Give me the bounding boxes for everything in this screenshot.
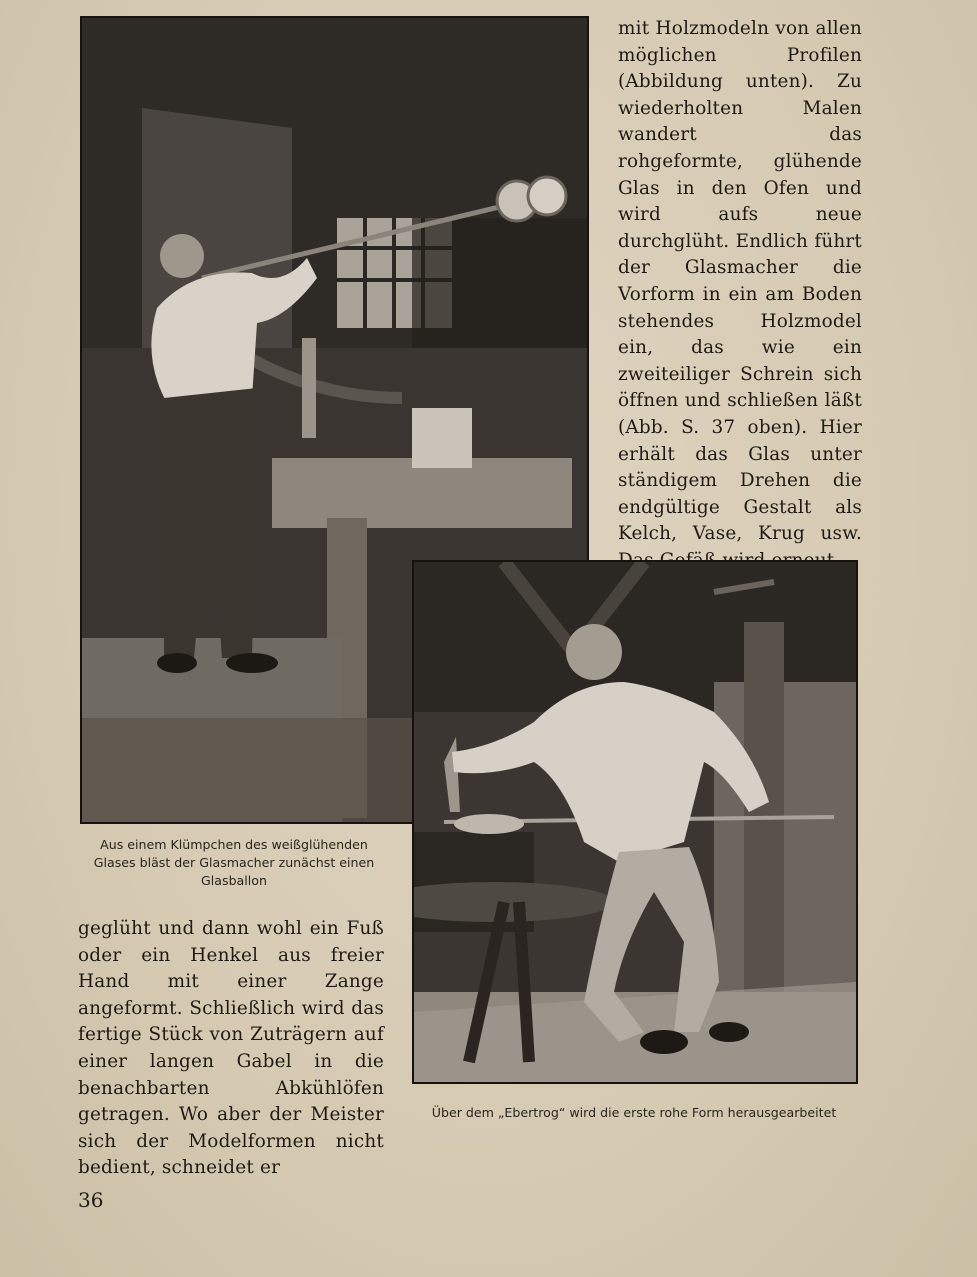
caption-glassblower-blowing: Aus einem Klümpchen des weißglühenden Glases bläst der Glasmacher zunächst einen Glasballon	[93, 837, 375, 888]
page-number: 36	[78, 1188, 104, 1212]
photo-glassblower-ebertrog-image	[414, 562, 856, 1082]
article-paragraph-continued: mit Holzmodeln von allen möglichen Profilen (Abbildung unten). Zu wiederholten Malen wandert das rohgeformte, glühende Glas in den Ofen und wird aufs neue durchglüht. Endlich führt der Glasmacher die Vorform in ein am Boden stehendes Holzmodel ein, das wie ein zweiteiliger Schrein sich öffnen und schließen läßt (Abb. S. 37 oben). Hier erhält das Glas unter ständigem Drehen die endgültige Gestalt als Kelch, Vase, Krug usw.	[618, 18, 862, 545]
article-text-right-column	[618, 16, 862, 574]
photo-glassblower-ebertrog	[412, 560, 858, 1084]
article-text-left-column	[78, 916, 384, 1182]
caption-glassblower-ebertrog: Über dem „Ebertrog“ wird die erste rohe Form herausgearbeitet	[431, 1105, 837, 1120]
article-paragraph-continued-2: geglüht und dann wohl ein Fuß oder ein Henkel aus freier Hand mit einer Zange angeformt. Schließlich wird das fertige Stück von Zuträgern auf einer langen Gabel in die benachbarten Abkühlöfen getragen. Wo aber der Meister sich der Modelformen nicht bedient, schneidet er	[78, 918, 384, 1179]
